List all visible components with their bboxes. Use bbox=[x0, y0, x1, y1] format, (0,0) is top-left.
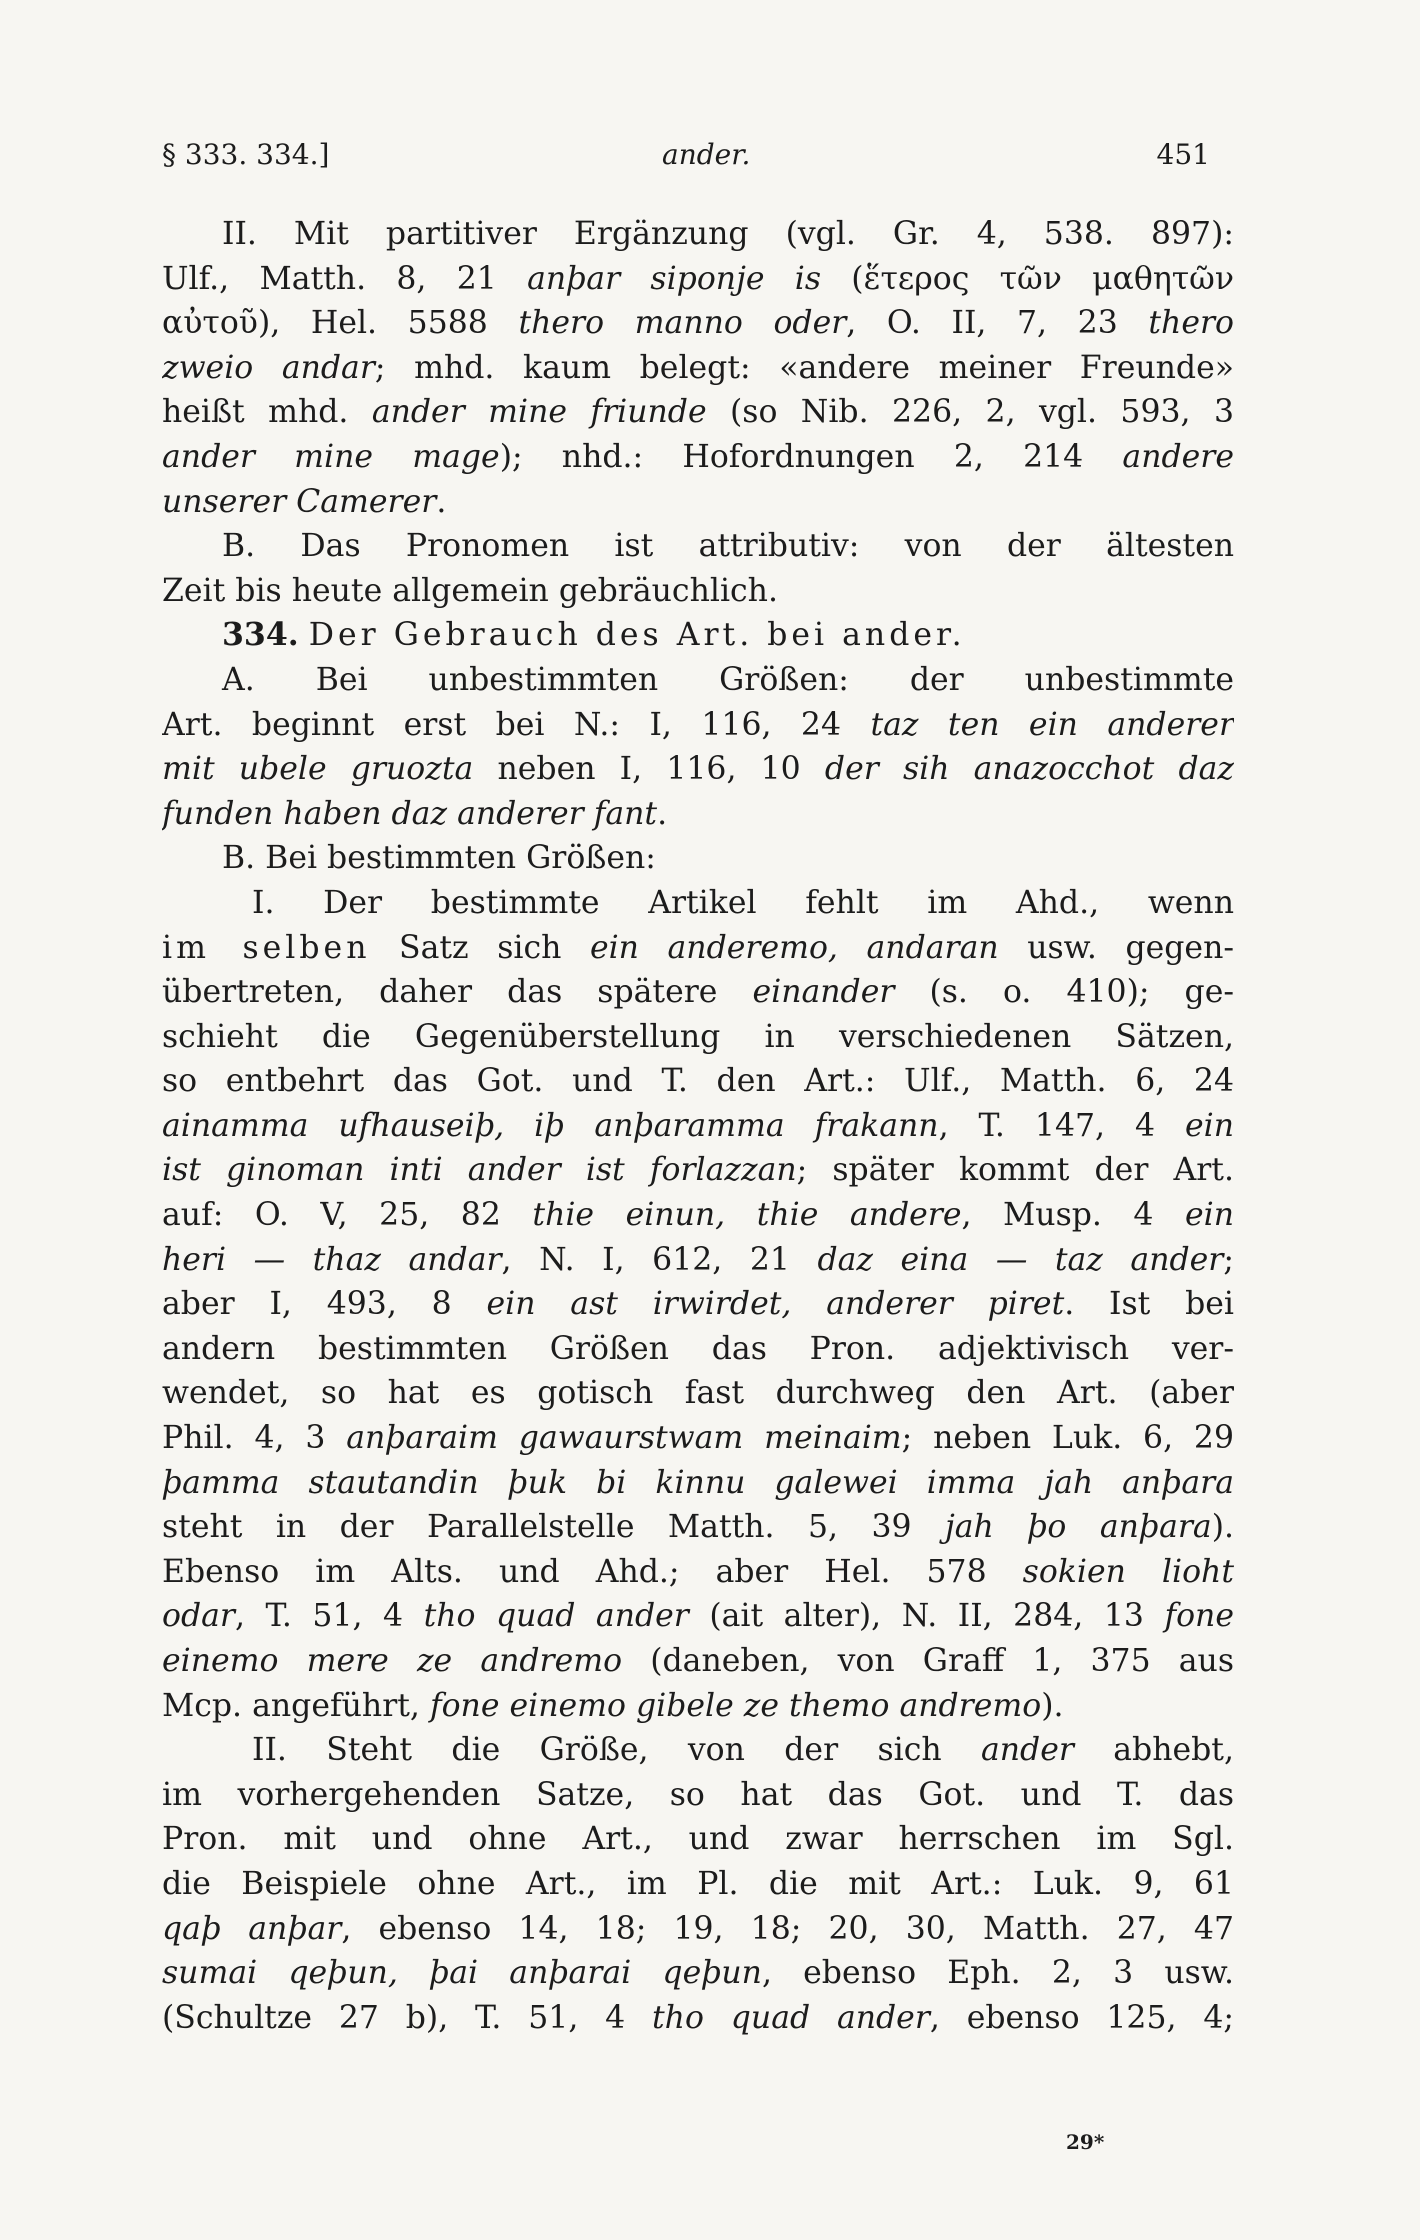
text-line bbox=[162, 1148, 1234, 1193]
text-run: A. Bei unbestimmten Größen: der unbestimmte bbox=[222, 661, 1234, 698]
text-run: Zeit bis heute allgemein gebräuchlich. bbox=[162, 572, 778, 609]
text-line bbox=[162, 1238, 1234, 1283]
text-run: die Beispiele ohne Art., im Pl. die mit Art.: Luk. 9, 61 bbox=[162, 1865, 1234, 1902]
text-run: αὐτοῦ), Hel. 5588 bbox=[162, 305, 519, 342]
text-run: II. Mit partitiver Ergänzung (vgl. Gr. 4, 538. 897): bbox=[222, 216, 1234, 252]
text-run: ). bbox=[1211, 1509, 1234, 1546]
section-number: 334. bbox=[222, 616, 299, 654]
text-line bbox=[162, 1728, 1234, 1773]
text-line bbox=[162, 1907, 1234, 1952]
quoted-form: zweio andar bbox=[162, 349, 375, 386]
text-line bbox=[162, 212, 1234, 257]
spaced-heading: im selben bbox=[162, 929, 371, 966]
quoted-form: einemo mere ze andremo bbox=[162, 1643, 623, 1679]
text-line bbox=[162, 1550, 1234, 1595]
text-run: (so Nib. 226, 2, vgl. 593, 3 bbox=[706, 394, 1234, 431]
quoted-form: ist ginoman inti ander ist forlazzan bbox=[162, 1152, 797, 1189]
text-run: , ebenso Eph. 2, 3 usw. bbox=[761, 1955, 1234, 1992]
text-run: ; neben Luk. 6, 29 bbox=[901, 1420, 1234, 1457]
text-line bbox=[162, 1505, 1234, 1550]
quoted-form: unserer Camerer bbox=[162, 483, 437, 520]
text-run: aber I, 493, 8 bbox=[162, 1286, 487, 1323]
page-number: 451 bbox=[1156, 138, 1210, 171]
text-run: so entbehrt das Got. und T. den Art.: Ulf., Matth. 6, 24 bbox=[162, 1063, 1234, 1100]
text-line bbox=[162, 747, 1234, 792]
quoted-form: fone einemo gibele ze themo andremo bbox=[429, 1687, 1042, 1724]
text-line bbox=[162, 836, 1234, 881]
text-run: Ebenso im Alts. und Ahd.; aber Hel. 578 bbox=[162, 1553, 1023, 1590]
text-run: . Ist bei bbox=[1064, 1286, 1234, 1323]
quoted-form: anþaraim gawaurstwam meinaim bbox=[346, 1420, 902, 1457]
text-line bbox=[162, 1773, 1234, 1818]
text-line bbox=[162, 1282, 1234, 1327]
text-run: wendet, so hat es gotisch fast durchweg den Art. (aber bbox=[162, 1375, 1234, 1412]
text-run: Pron. mit und ohne Art., und zwar herrschen im Sgl. bbox=[162, 1821, 1234, 1858]
text-line bbox=[162, 658, 1234, 703]
text-run: neben I, 116, 10 bbox=[473, 751, 825, 788]
section-range: § 333. 334.] bbox=[162, 138, 330, 171]
text-run: . bbox=[657, 795, 668, 832]
quoted-form: mit ubele gruozta bbox=[162, 751, 474, 788]
text-run: (ἕτερος τῶν μαθητῶν bbox=[821, 260, 1234, 297]
quoted-form: ander mine mage bbox=[162, 438, 500, 475]
quoted-form: heri — thaz andar bbox=[162, 1241, 502, 1278]
text-line bbox=[162, 390, 1234, 435]
quoted-form: qaþ anþar bbox=[162, 1910, 342, 1947]
text-run: heißt mhd. bbox=[162, 394, 372, 431]
running-title: ander. bbox=[662, 138, 751, 171]
quoted-form: andere bbox=[1122, 438, 1234, 475]
text-run: , ebenso 125, 4; bbox=[929, 1999, 1234, 2036]
text-run: Art. beginnt erst bei N.: I, 116, 24 bbox=[162, 706, 871, 743]
quoted-form: ein anderemo, andaran bbox=[589, 929, 999, 966]
text-line bbox=[162, 1416, 1234, 1461]
quoted-form: tho quad ander bbox=[423, 1598, 689, 1635]
text-run: Phil. 4, 3 bbox=[162, 1420, 347, 1457]
text-run: (s. o. 410); ge- bbox=[894, 974, 1234, 1011]
text-run: ; mhd. kaum belegt: «andere meiner Freunde» bbox=[374, 349, 1234, 386]
text-line bbox=[162, 881, 1234, 926]
text-line bbox=[162, 346, 1234, 391]
body-text bbox=[162, 212, 1234, 2040]
text-run: , T. 147, 4 bbox=[938, 1107, 1185, 1144]
quoted-form: thero bbox=[1148, 305, 1234, 342]
quoted-form: thero manno oder bbox=[518, 305, 847, 342]
quoted-form: ein bbox=[1184, 1107, 1234, 1144]
text-run: übertreten, daher das spätere bbox=[162, 974, 753, 1011]
text-run: ; später kommt der Art. bbox=[796, 1152, 1234, 1189]
quoted-form: tho quad ander bbox=[652, 1999, 930, 2036]
text-run: , Musp. 4 bbox=[961, 1197, 1185, 1234]
quoted-form: fone bbox=[1164, 1598, 1234, 1635]
text-run: (daneben, von Graff 1, 375 aus bbox=[622, 1643, 1234, 1679]
text-run: , T. 51, 4 bbox=[234, 1598, 424, 1635]
text-line bbox=[162, 1862, 1234, 1907]
quoted-form: taz ten ein anderer bbox=[870, 706, 1234, 743]
text-line bbox=[162, 1684, 1234, 1729]
text-run: Satz sich bbox=[370, 929, 590, 966]
text-run: ; bbox=[1223, 1241, 1234, 1278]
text-line bbox=[162, 792, 1234, 837]
text-run: , N. I, 612, 21 bbox=[501, 1241, 818, 1278]
text-run: im vorhergehenden Satze, so hat das Got. und T. das bbox=[162, 1776, 1234, 1813]
quoted-form: þamma stautandin þuk bi kinnu galewei imma jah anþara bbox=[162, 1464, 1234, 1501]
quoted-form: ander mine friunde bbox=[371, 394, 707, 431]
text-line bbox=[162, 1327, 1234, 1372]
text-line bbox=[162, 257, 1234, 302]
text-line bbox=[162, 569, 1234, 614]
quoted-form: sokien lioht bbox=[1022, 1553, 1234, 1590]
text-run bbox=[299, 617, 309, 653]
quoted-form: ander bbox=[980, 1732, 1074, 1769]
text-line bbox=[162, 1951, 1234, 1996]
text-line bbox=[162, 613, 1234, 658]
quoted-form: anþar siponje is bbox=[527, 260, 821, 297]
text-run: . bbox=[436, 483, 447, 520]
running-header bbox=[162, 138, 1210, 182]
quoted-form: der sih anazocchot daz bbox=[824, 751, 1234, 788]
text-line bbox=[162, 1817, 1234, 1862]
text-run: usw. gegen- bbox=[998, 929, 1234, 966]
text-line bbox=[162, 1594, 1234, 1639]
text-run: schieht die Gegenüberstellung in verschiedenen Sätzen, bbox=[162, 1018, 1234, 1055]
spaced-heading: Der Gebrauch des Art. bei ander. bbox=[308, 617, 966, 654]
text-run: B. Bei bestimmten Größen: bbox=[222, 840, 656, 877]
text-run: (Schultze 27 b), T. 51, 4 bbox=[162, 1999, 653, 2036]
text-run: Mcp. angeführt, bbox=[162, 1687, 430, 1724]
text-run: andern bestimmten Größen das Pron. adjektivisch ver- bbox=[162, 1330, 1234, 1367]
text-run: I. Der bestimmte Artikel fehlt im Ahd., wenn bbox=[252, 884, 1234, 921]
quoted-form: ein bbox=[1185, 1197, 1234, 1234]
text-line bbox=[162, 1996, 1234, 2041]
text-line bbox=[162, 1059, 1234, 1104]
quoted-form: daz eina — taz ander bbox=[817, 1241, 1224, 1278]
text-line bbox=[162, 1015, 1234, 1060]
quoted-form: funden haben daz anderer fant bbox=[162, 795, 658, 832]
quoted-form: einander bbox=[752, 974, 895, 1011]
text-run: auf: O. V, 25, 82 bbox=[162, 1197, 533, 1234]
text-line bbox=[162, 435, 1234, 480]
text-run: (ait alter), N. II, 284, 13 bbox=[688, 1598, 1165, 1635]
quoted-form: sumai qeþun, þai anþarai qeþun bbox=[162, 1955, 762, 1992]
text-run: , O. II, 7, 23 bbox=[846, 305, 1149, 342]
text-line bbox=[162, 926, 1234, 971]
text-run: , ebenso 14, 18; 19, 18; 20, 30, Matth. 27, 47 bbox=[341, 1910, 1234, 1947]
text-line bbox=[162, 524, 1234, 569]
quoted-form: thie einun, thie andere bbox=[532, 1197, 962, 1234]
text-line bbox=[162, 480, 1234, 525]
text-line bbox=[162, 1104, 1234, 1149]
text-line bbox=[162, 1461, 1234, 1506]
text-run: abhebt, bbox=[1073, 1732, 1234, 1769]
quoted-form: ainamma ufhauseiþ, iþ anþaramma frakann bbox=[162, 1107, 939, 1144]
text-run: B. Das Pronomen ist attributiv: von der ältesten bbox=[222, 528, 1234, 565]
text-run: II. Steht die Größe, von der sich bbox=[252, 1732, 981, 1769]
text-run: ). bbox=[1041, 1687, 1064, 1724]
text-line bbox=[162, 1639, 1234, 1684]
quoted-form: odar bbox=[162, 1598, 235, 1635]
text-line bbox=[162, 1371, 1234, 1416]
text-run: Ulf., Matth. 8, 21 bbox=[162, 260, 528, 297]
signature-mark: 29* bbox=[1066, 2130, 1105, 2154]
quoted-form: ein ast irwirdet, anderer piret bbox=[486, 1286, 1065, 1323]
text-line bbox=[162, 970, 1234, 1015]
quoted-form: jah þo anþara bbox=[945, 1509, 1212, 1546]
text-run: steht in der Parallelstelle Matth. 5, 39 bbox=[162, 1509, 945, 1546]
text-run: ); nhd.: Hofordnungen 2, 214 bbox=[499, 438, 1123, 475]
text-line bbox=[162, 1193, 1234, 1238]
text-line bbox=[162, 703, 1234, 748]
text-line bbox=[162, 301, 1234, 346]
